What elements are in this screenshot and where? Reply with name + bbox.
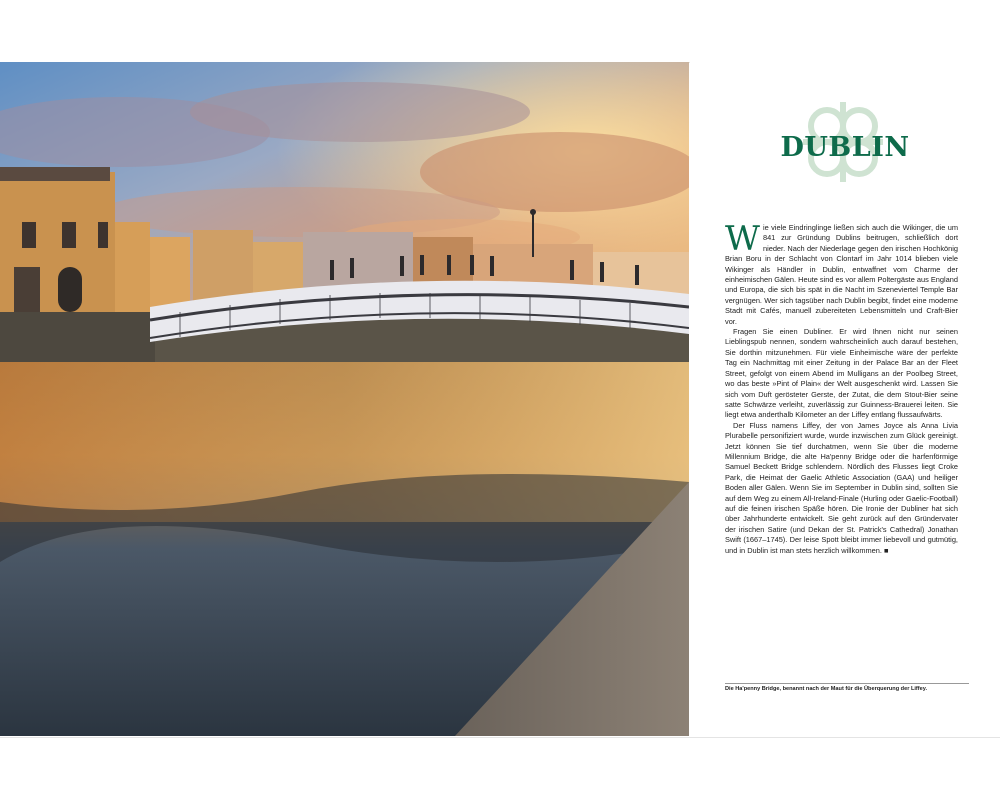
paragraph-2: Fragen Sie einen Dubliner. Er wird Ihnen nicht nur seinen Lieblingspub nennen, sondern wahrscheinlich auch darauf bestehen, Sie dorthin mitzunehmen. Für viele Einheimische wäre der perfekte Tag ein Nachmittag mit einer Zeitung in der Palace Bar an der Fleet Street, gefolgt von einem Abend im Mulligans an der Poolbeg Street, wo das beste »Pint of Plain« der Welt ausgeschenkt wird. Lassen Sie sich vom Duft gerösteter Gerste, der Zutat, die dem Stout-Bier seine satte Schwärze verleiht, zuverlässig zur Guinness-Brauerei leiten. Sie liegt etwa anderthalb Kilometer an der Liffey entlang flussaufwärts. — [725, 327, 958, 420]
paragraph-3: Der Fluss namens Liffey, der von James Joyce als Anna Livia Plurabelle personifiziert wurde, wurde inzwischen zum Glück gereinigt. Jetzt können Sie tief durchatmen, wenn Sie über die moderne Millennium Bridge, die alte Ha'penny Bridge oder die harfenförmige Samuel Beckett Bridge schlendern. Nördlich des Flusses liegt Croke Park, die Heimat der Gaelic Athletic Association (GAA) und heiliger Boden aller Gälen. Wenn Sie im September in Dublin sind, sollten Sie auf dem Weg zu einem All-Ireland-Finale (Hurling oder Gaelic-Football) auf die feinen irischen Späße hören. Die Ironie der Dubliner hat sich über Jahrhunderte entwickelt. Sie geht zurück auf den Gründervater der irischen Satire (und Dekan der St. Patrick's Cathedral) Jonathan Swift (1667–1745). Der leise Spott bleibt immer liebevoll und gutmütig, und in Dublin ist man stets herzlich willkommen. ■ — [725, 420, 958, 555]
text-page — [690, 62, 1000, 736]
photo-caption: Die Ha'penny Bridge, benannt nach der Maut für die Überquerung der Liffey. — [725, 686, 928, 692]
caption-divider — [725, 683, 969, 684]
drop-cap: W — [725, 219, 760, 259]
page-title: DUBLIN — [780, 132, 910, 163]
hapenny-bridge-photo — [0, 62, 689, 736]
article-body — [725, 219, 958, 556]
paragraph-1 — [725, 219, 958, 327]
paragraph-1-text: ie viele Eindringlinge ließen sich auch die Wikinger, die um 841 zur Gründung Dublins beitrugen, schließlich dort nieder. Nach der Niederlage gegen den irischen Hochkönig Brian Boru in der Schlacht von Clontarf im Jahr 1014 blieben viele Wikinger als Händler in Dublin, entwaffnet vom Charme der einheimischen Gälen. Heute sind es vor allem Poltergäste aus England und Europa, die sich bis spät in die Nacht im Szeneviertel Temple Bar vergnügen. Wer sich tagsüber nach Dublin begibt, findet eine moderne Stadt mit Cafés, manuell zubereiteten Lebensmitteln und Craft-Bier vor. — [725, 223, 958, 326]
